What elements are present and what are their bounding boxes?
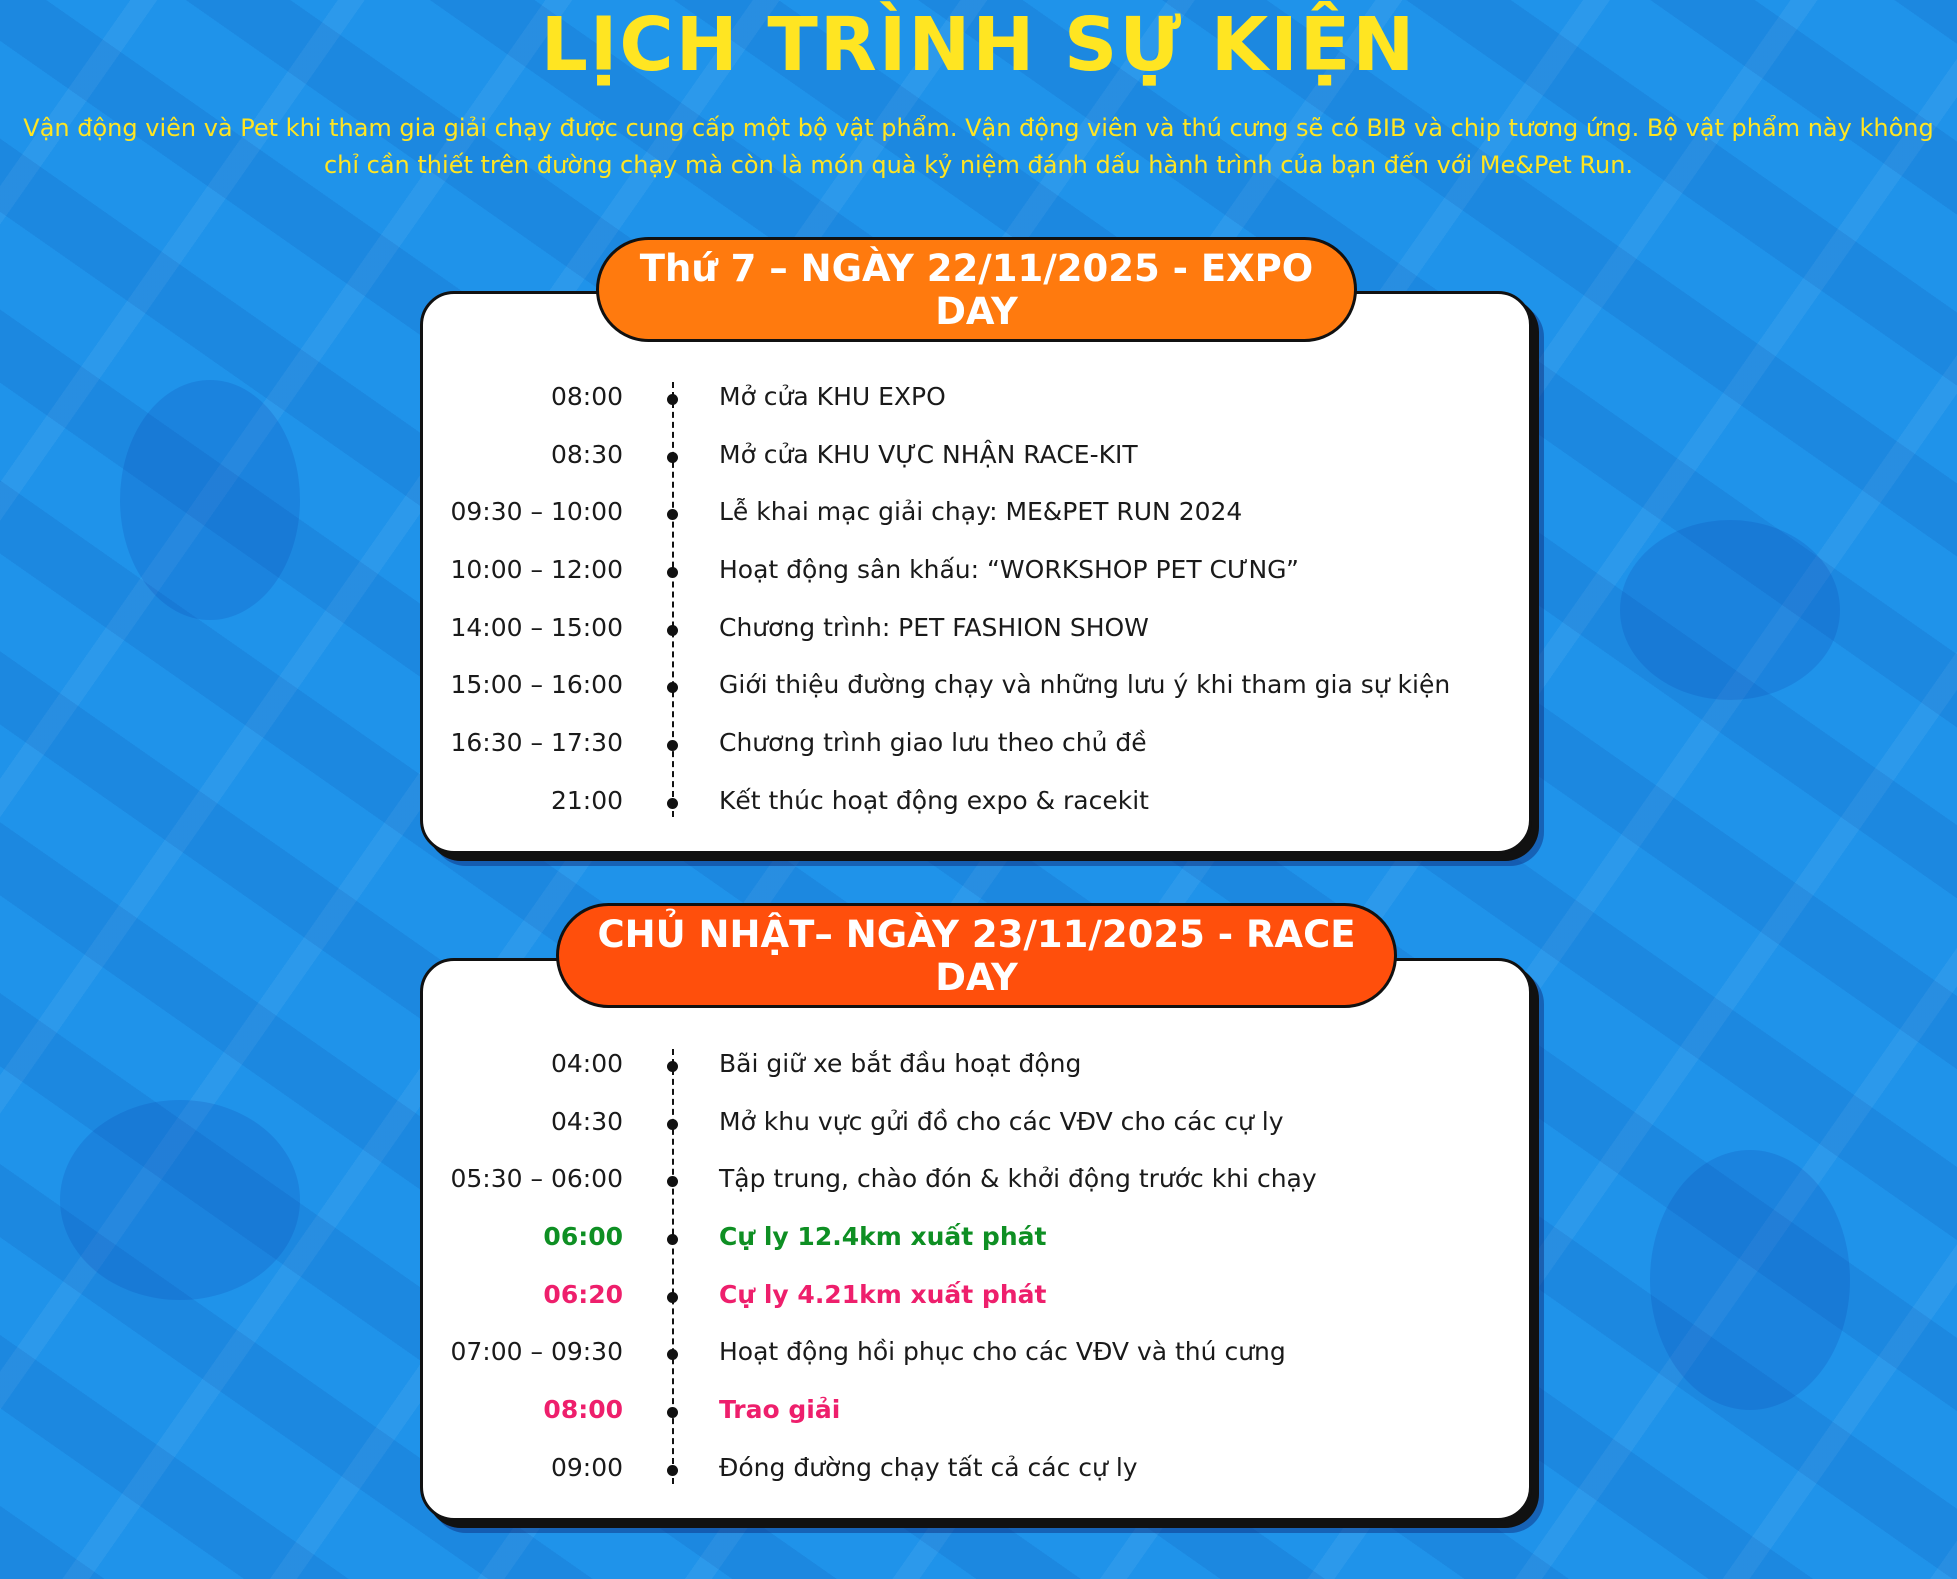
time-label: 16:30 – 17:30 (450, 728, 623, 758)
event-label: Lễ khai mạc giải chạy: ME&PET RUN 2024 (719, 497, 1243, 527)
timeline-dot-icon (667, 509, 678, 520)
timeline-dot-icon (667, 1292, 678, 1303)
event-label: Cự ly 12.4km xuất phát (719, 1222, 1047, 1252)
event-label: Mở khu vực gửi đồ cho các VĐV cho các cự ly (719, 1106, 1284, 1136)
timeline-dot-icon (667, 567, 678, 578)
timeline-dot-icon (667, 1176, 678, 1187)
timeline-dot-icon (667, 1349, 678, 1360)
event-label: Kết thúc hoạt động expo & racekit (719, 785, 1149, 815)
timeline-row (423, 1214, 1529, 1272)
timeline-row (423, 1272, 1529, 1330)
time-label: 21:00 (550, 785, 623, 815)
timeline-row (423, 1387, 1529, 1445)
time-label: 04:00 (550, 1049, 623, 1078)
timeline-row (423, 489, 1529, 547)
timeline-row (423, 1445, 1529, 1503)
timeline-dot-icon (667, 1061, 678, 1072)
background-decoration (120, 380, 300, 620)
timeline-row (423, 432, 1529, 490)
time-label: 06:20 (543, 1279, 623, 1309)
timeline-row (423, 662, 1529, 720)
timeline-row (423, 374, 1529, 432)
page-title: LỊCH TRÌNH SỰ KIỆN (540, 2, 1417, 88)
timeline-row (423, 1156, 1529, 1214)
time-label: 08:00 (543, 1395, 623, 1425)
event-label: Hoạt động sân khấu: “WORKSHOP PET CƯNG” (719, 555, 1299, 585)
timeline-row (423, 605, 1529, 663)
timeline-row (423, 720, 1529, 778)
time-label: 06:00 (543, 1222, 623, 1252)
timeline-dot-icon (667, 798, 678, 809)
race-day-card (420, 958, 1532, 1521)
time-label: 07:00 – 09:30 (450, 1337, 623, 1367)
event-label: Chương trình giao lưu theo chủ đề (719, 728, 1147, 758)
expo-day-header: Thứ 7 – NGÀY 22/11/2025 - EXPO DAY (596, 237, 1357, 342)
event-label: Cự ly 4.21km xuất phát (719, 1279, 1047, 1309)
expo-day-card (420, 291, 1532, 854)
timeline-row (423, 778, 1529, 836)
time-label: 09:30 – 10:00 (450, 497, 623, 527)
timeline-row (423, 547, 1529, 605)
timeline-dot-icon (667, 625, 678, 636)
event-label: Mở cửa KHU VỰC NHẬN RACE-KIT (719, 439, 1138, 469)
timeline-row (423, 1099, 1529, 1157)
event-label: Trao giải (719, 1395, 841, 1425)
timeline-dot-icon (667, 682, 678, 693)
time-label: 09:00 (550, 1452, 623, 1482)
timeline-dot-icon (667, 394, 678, 405)
background-decoration (60, 1100, 300, 1300)
time-label: 14:00 – 15:00 (450, 612, 623, 642)
event-label: Đóng đường chạy tất cả các cự ly (719, 1452, 1138, 1482)
timeline-dot-icon (667, 1407, 678, 1418)
background-decoration (1620, 520, 1840, 700)
timeline-dot-icon (667, 1465, 678, 1476)
event-label: Mở cửa KHU EXPO (719, 382, 946, 411)
event-label: Bãi giữ xe bắt đầu hoạt động (719, 1049, 1082, 1078)
timeline-row (423, 1329, 1529, 1387)
timeline-row (423, 1041, 1529, 1099)
event-label: Chương trình: PET FASHION SHOW (719, 612, 1149, 642)
timeline-dot-icon (667, 452, 678, 463)
event-label: Tập trung, chào đón & khởi động trước khi chạy (719, 1164, 1317, 1194)
time-label: 08:00 (550, 382, 623, 411)
background-decoration (1650, 1150, 1850, 1410)
timeline-dot-icon (667, 1234, 678, 1245)
time-label: 15:00 – 16:00 (450, 670, 623, 700)
time-label: 04:30 (550, 1106, 623, 1136)
timeline-dot-icon (667, 1119, 678, 1130)
expo-timeline (423, 374, 1529, 836)
time-label: 05:30 – 06:00 (450, 1164, 623, 1194)
intro-text: Vận động viên và Pet khi tham gia giải chạy được cung cấp một bộ vật phẩm. Vận động viên và thú cưng sẽ có BIB và chip tương ứng. Bộ vật phẩm này không chỉ cần thiết trên đường chạy mà còn là món quà kỷ niệm đánh dấu hành trình của bạn đến với Me&Pet Run. (23, 114, 1934, 179)
event-label: Hoạt động hồi phục cho các VĐV và thú cưng (719, 1337, 1286, 1367)
time-label: 10:00 – 12:00 (450, 555, 623, 585)
race-timeline (423, 1041, 1529, 1503)
event-label: Giới thiệu đường chạy và những lưu ý khi tham gia sự kiện (719, 670, 1451, 700)
time-label: 08:30 (550, 439, 623, 469)
timeline-dot-icon (667, 740, 678, 751)
race-day-header: CHỦ NHẬT– NGÀY 23/11/2025 - RACE DAY (556, 903, 1397, 1008)
